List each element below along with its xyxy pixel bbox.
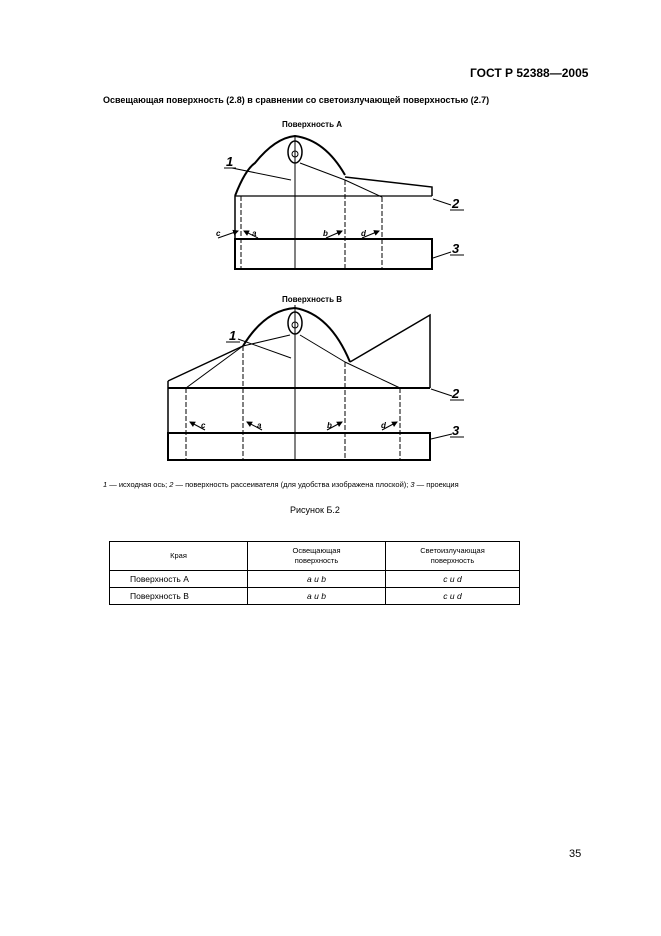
- diagram-a-edge-a: a: [252, 229, 257, 238]
- diagram-a-edge-b: b: [323, 229, 328, 238]
- table-header-row: [110, 542, 520, 571]
- diagram-b-label-1: 1: [229, 328, 237, 343]
- diagram-a-projection: [235, 239, 432, 269]
- diagram-b-edge-d: d: [381, 421, 386, 430]
- header-edges: Края: [110, 542, 248, 571]
- table-row: [110, 588, 520, 605]
- legend-num-1: 1: [103, 480, 108, 489]
- diagram-a-label-1: 1: [226, 154, 234, 169]
- header-emitting: Светоизлучающая поверхность: [386, 542, 520, 571]
- legend-num-3: 3: [410, 480, 415, 489]
- diagram-b: [168, 295, 464, 460]
- diagram-b-lamp-curve: [243, 308, 350, 362]
- table-row: [110, 571, 520, 588]
- diagram-b-lens-right: [350, 315, 430, 388]
- diagram-b-projection: [168, 433, 430, 460]
- legend-text-2: — поверхность рассеивателя (для удобства изображена плоской);: [173, 480, 411, 489]
- legend-num-2: 2: [169, 480, 174, 489]
- diagram-a: [216, 120, 464, 270]
- diagram-a-label-2: 2: [452, 196, 460, 211]
- diagram-b-label-2: 2: [452, 386, 460, 401]
- diagram-b-lens-left: [168, 346, 243, 381]
- row-emitting: c и d: [386, 571, 520, 588]
- diagram-a-edge-c: c: [216, 229, 221, 238]
- diagram-a-edge-d: d: [361, 229, 366, 238]
- diagram-b-label-3: 3: [452, 423, 460, 438]
- page-number: 35: [569, 848, 582, 860]
- standard-number: ГОСТ Р 52388—2005: [470, 66, 589, 80]
- legend-text-3: — проекция: [414, 480, 459, 489]
- edges-table: [109, 541, 520, 605]
- figure-heading: Освещающая поверхность (2.8) в сравнении со светоизлучающей поверхностью (2.7): [103, 95, 490, 105]
- figure-caption: Рисунок Б.2: [290, 505, 340, 515]
- row-illuminating: a и b: [248, 571, 386, 588]
- legend-text-1: — исходная ось;: [107, 480, 170, 489]
- row-emitting: c и d: [386, 588, 520, 605]
- row-label: Поверхность B: [110, 588, 248, 605]
- diagram-b-edge-b: b: [327, 421, 332, 430]
- diagram-b-edge-c: c: [201, 421, 206, 430]
- figure-legend: [103, 480, 459, 489]
- row-illuminating: a и b: [248, 588, 386, 605]
- diagram-a-title: Поверхность А: [281, 120, 343, 129]
- header-illuminating: Освещающая поверхность: [248, 542, 386, 571]
- row-label: Поверхность A: [110, 571, 248, 588]
- diagram-a-label-3: 3: [452, 241, 460, 256]
- diagram-b-edge-a: a: [257, 421, 262, 430]
- diagram-b-title: Поверхность В: [281, 295, 343, 304]
